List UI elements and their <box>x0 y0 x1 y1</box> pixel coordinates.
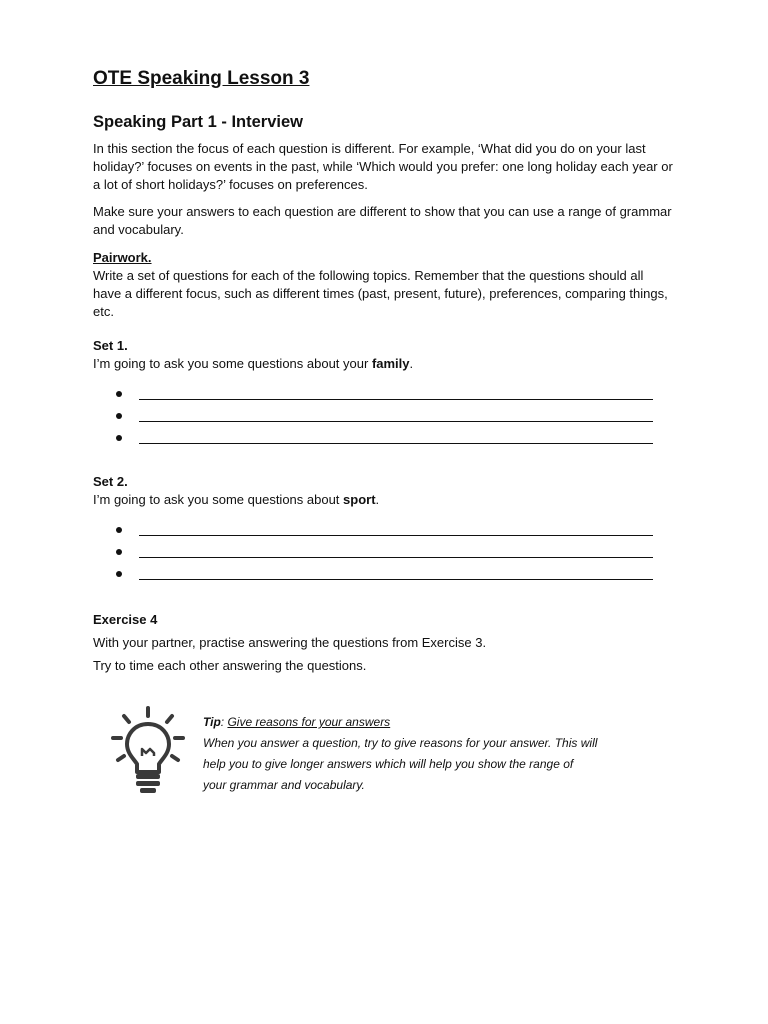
bullet-icon <box>116 527 122 533</box>
intro-paragraph: In this section the focus of each question is different. For example, ‘What did you do on your last holiday?’ focuses on events in the past, while ‘Which would you prefer: one long holiday each year or a lot of short holidays?’ focuses on preferences. <box>93 141 673 192</box>
set-heading: Set 2. <box>93 474 128 489</box>
blank-line <box>139 399 653 400</box>
blank-line <box>139 557 653 558</box>
tip-label: Tip <box>203 715 221 729</box>
blank-line <box>139 579 653 580</box>
topic-word: family <box>371 356 410 371</box>
tip-box <box>110 706 670 806</box>
prompt-end: . <box>375 492 380 507</box>
exercise-line-1: With your partner, practise answering the questions from Exercise 3. <box>93 635 487 650</box>
bullet-icon <box>116 571 122 577</box>
answer-line[interactable] <box>93 521 673 543</box>
bullet-icon <box>116 549 122 555</box>
blank-line <box>139 443 653 444</box>
section-title: Speaking Part 1 - Interview <box>93 113 303 131</box>
set-prompt <box>93 355 673 373</box>
topic-word: sport <box>343 492 376 507</box>
tip-text <box>203 712 663 796</box>
set-2-block <box>93 473 673 587</box>
prompt-text: I’m going to ask you some questions about your <box>93 356 372 371</box>
tip-body-line: help you to give longer answers which will help you show the range of <box>203 757 574 771</box>
answer-line[interactable] <box>93 543 673 565</box>
lesson-title: OTE Speaking Lesson 3 <box>93 68 310 89</box>
tip-title: Give reasons for your answers <box>227 715 391 729</box>
exercise-line-2: Try to time each other answering the questions. <box>93 658 367 673</box>
prompt-text: I’m going to ask you some questions about <box>93 492 344 507</box>
lightbulb-icon <box>110 706 186 798</box>
bullet-icon <box>116 413 122 419</box>
exercise-4-block <box>93 611 673 675</box>
answer-line[interactable] <box>93 385 673 407</box>
tip-heading-line <box>203 712 663 733</box>
bullet-icon <box>116 391 122 397</box>
answer-line[interactable] <box>93 565 673 587</box>
answer-lines <box>93 521 673 587</box>
pairwork-instructions: Write a set of questions for each of the following topics. Remember that the questions should all have a different focus, such as different times (past, present, future), preferences, comparing things, etc. <box>93 268 668 319</box>
answer-line[interactable] <box>93 429 673 451</box>
answer-lines <box>93 385 673 451</box>
set-prompt <box>93 491 673 509</box>
tip-body-line: your grammar and vocabulary. <box>203 778 365 792</box>
set-1-block <box>93 337 673 451</box>
advice-paragraph: Make sure your answers to each question are different to show that you can use a range of grammar and vocabulary. <box>93 204 672 237</box>
set-heading: Set 1. <box>93 338 128 353</box>
blank-line <box>139 421 653 422</box>
pairwork-heading: Pairwork. <box>93 250 152 265</box>
prompt-end: . <box>409 356 414 371</box>
tip-separator: : <box>220 715 228 729</box>
worksheet-page <box>93 66 673 675</box>
exercise-heading: Exercise 4 <box>93 612 158 627</box>
blank-line <box>139 535 653 536</box>
answer-line[interactable] <box>93 407 673 429</box>
tip-body-line: When you answer a question, try to give reasons for your answer. This will <box>203 736 598 750</box>
bullet-icon <box>116 435 122 441</box>
